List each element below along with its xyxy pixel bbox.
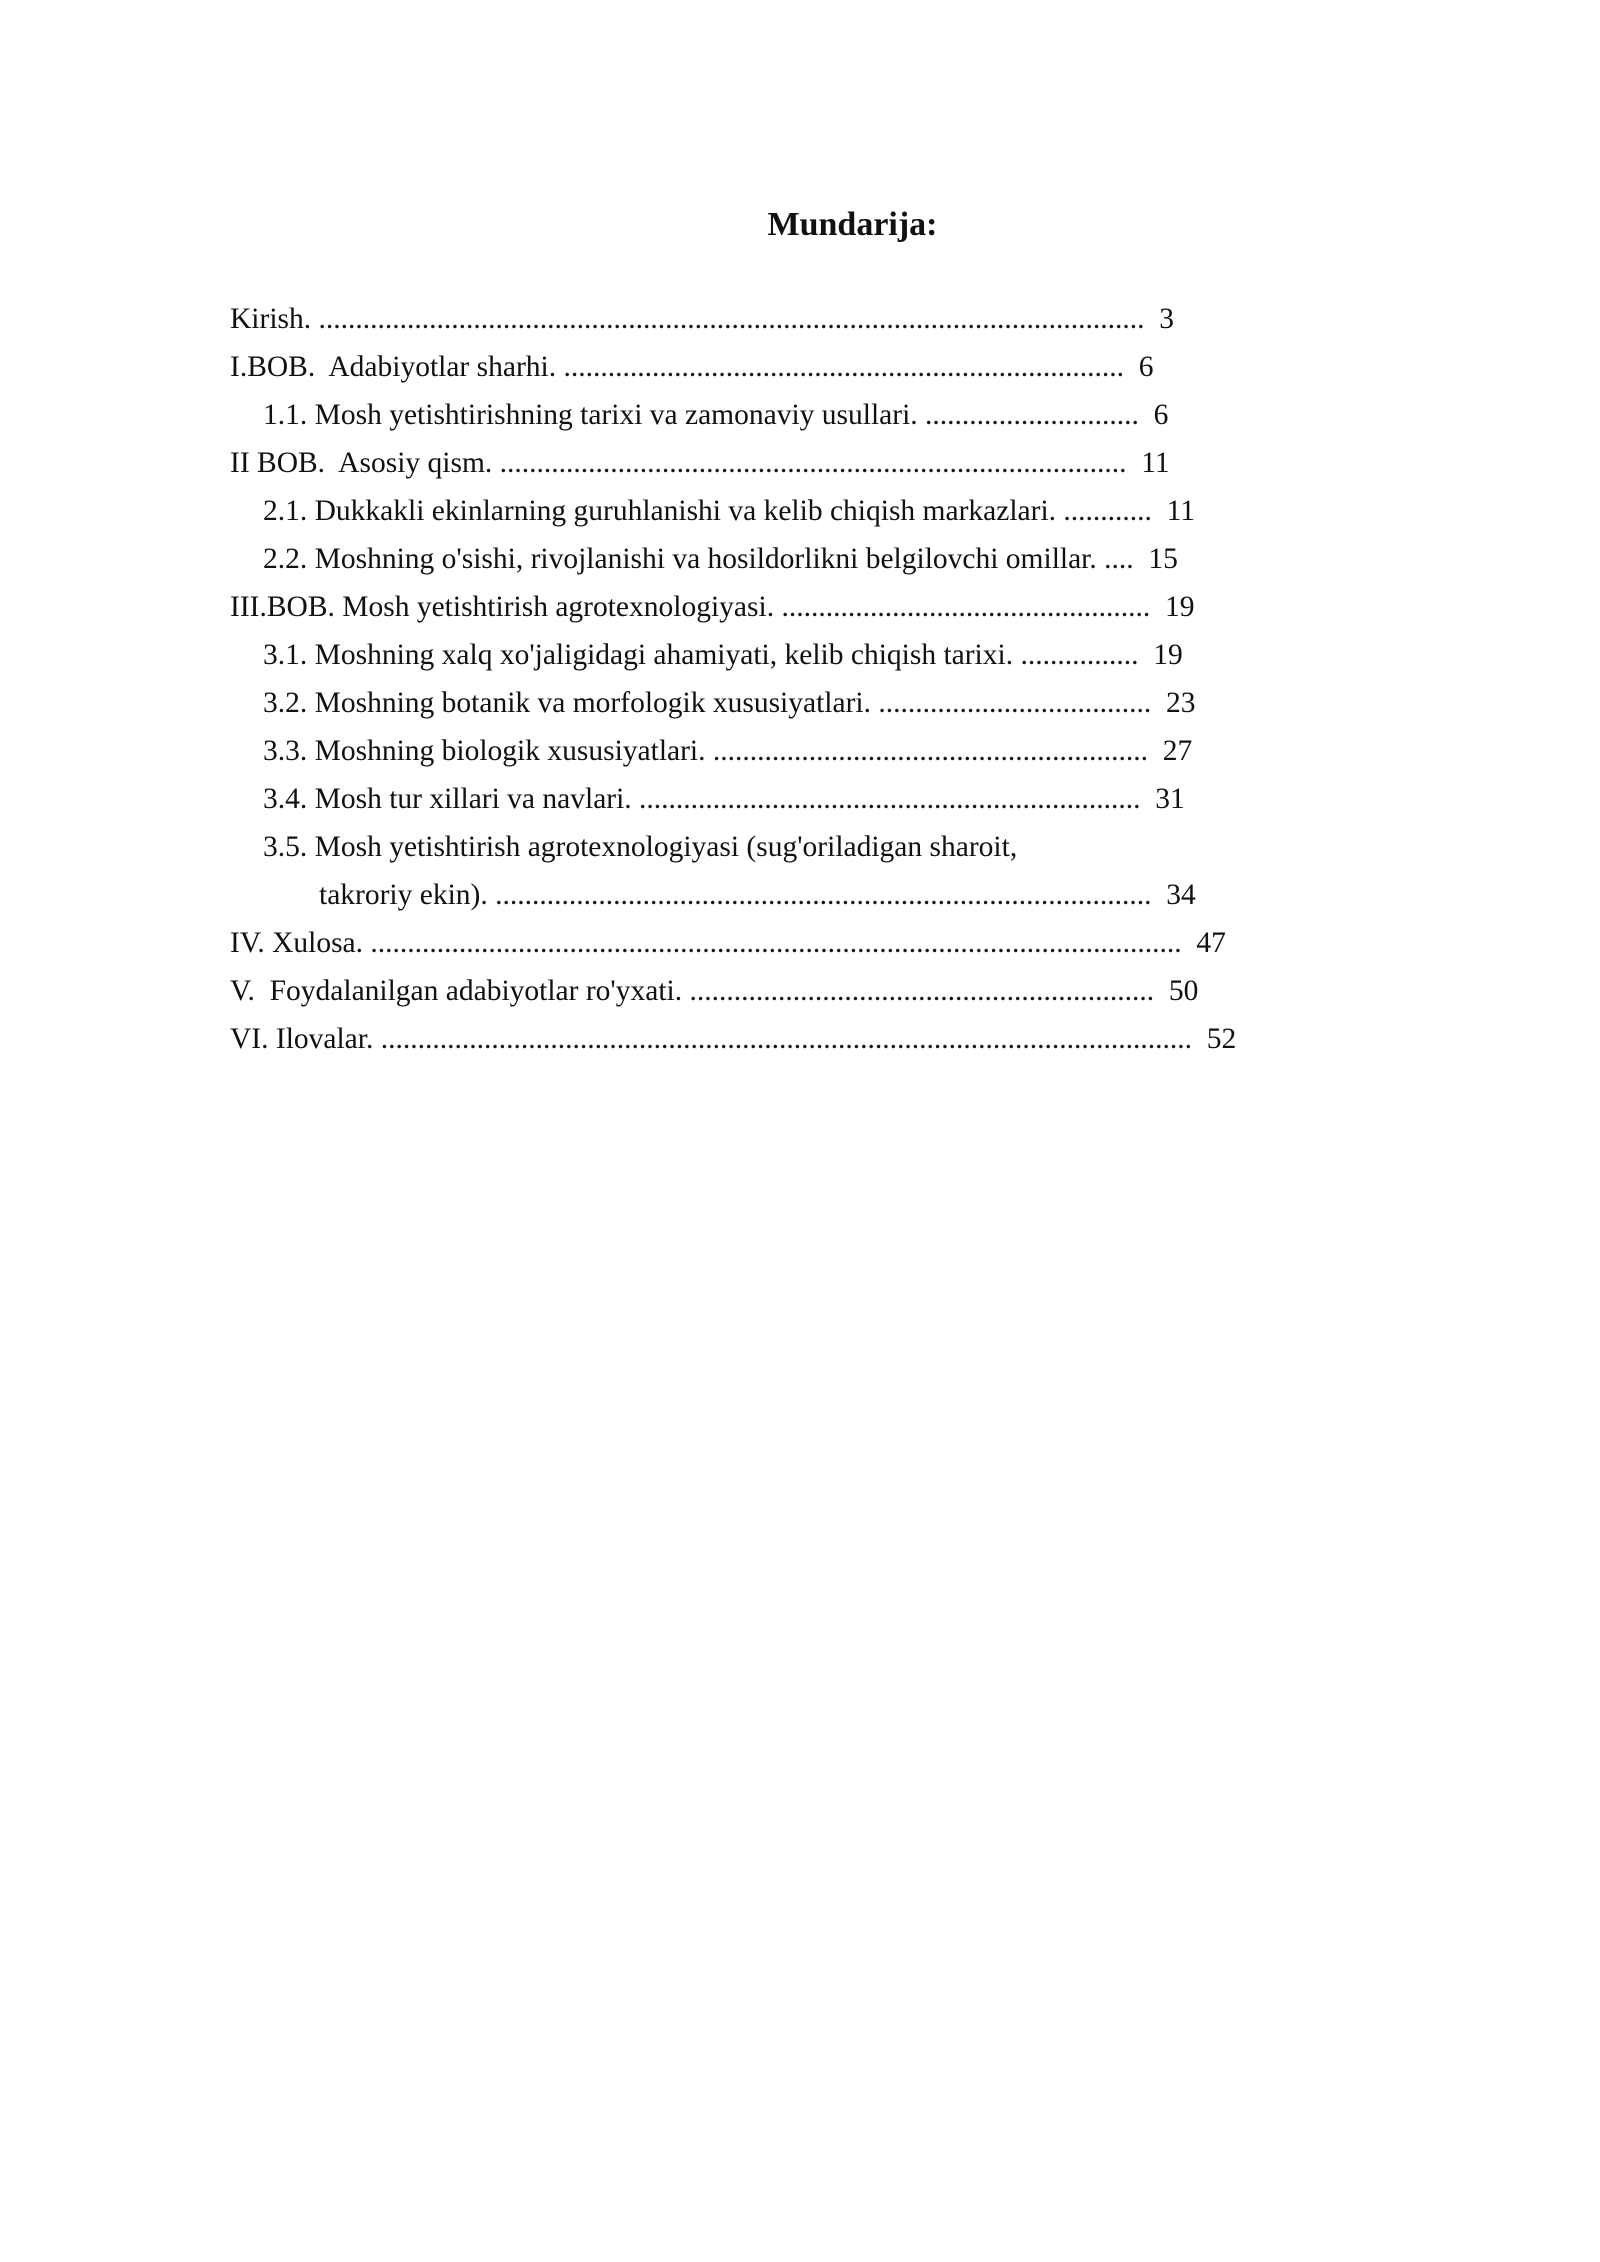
toc-entry: 1.1. Mosh yetishtirishning tarixi va zamonaviy usullari. ............................. 6 xyxy=(263,399,1169,431)
toc-entry: III.BOB. Mosh yetishtirish agrotexnologiyasi. .................................................. 19 xyxy=(230,591,1195,623)
toc-entry: IV. Xulosa. .............................................................................................................. 47 xyxy=(230,927,1226,959)
toc-entry: II BOB. Asosiy qism. ..................................................................................... 11 xyxy=(230,447,1170,479)
toc-entry: 3.3. Moshning biologik xususiyatlari. ........................................................... 27 xyxy=(263,735,1193,767)
toc-entry: 3.1. Moshning xalq xo'jaligidagi ahamiyati, kelib chiqish tarixi. ................ 19 xyxy=(263,639,1183,671)
toc-entry: 2.2. Moshning o'sishi, rivojlanishi va hosildorlikni belgilovchi omillar. .... 15 xyxy=(263,543,1178,575)
toc-entry: takroriy ekin). ......................................................................................... 34 xyxy=(319,879,1196,911)
toc-entry: 3.2. Moshning botanik va morfologik xususiyatlari. ..................................... 23 xyxy=(263,687,1196,719)
toc-entry: Kirish. ................................................................................................................ 3 xyxy=(230,303,1174,335)
toc-entry: VI. Ilovalar. .............................................................................................................. 52 xyxy=(230,1023,1237,1055)
page-title: Mundarija: xyxy=(767,206,938,243)
toc-entry: 3.5. Mosh yetishtirish agrotexnologiyasi (sug'oriladigan sharoit, xyxy=(263,831,1018,863)
toc-entry: V. Foydalanilgan adabiyotlar ro'yxati. ............................................................... 50 xyxy=(230,975,1199,1007)
table-of-contents xyxy=(230,295,1430,1063)
toc-entry: 2.1. Dukkakli ekinlarning guruhlanishi va kelib chiqish markazlari. ............ 11 xyxy=(263,495,1196,527)
toc-entry: 3.4. Mosh tur xillari va navlari. .................................................................... 31 xyxy=(263,783,1185,815)
toc-entry: I.BOB. Adabiyotlar sharhi. ............................................................................ 6 xyxy=(230,351,1154,383)
